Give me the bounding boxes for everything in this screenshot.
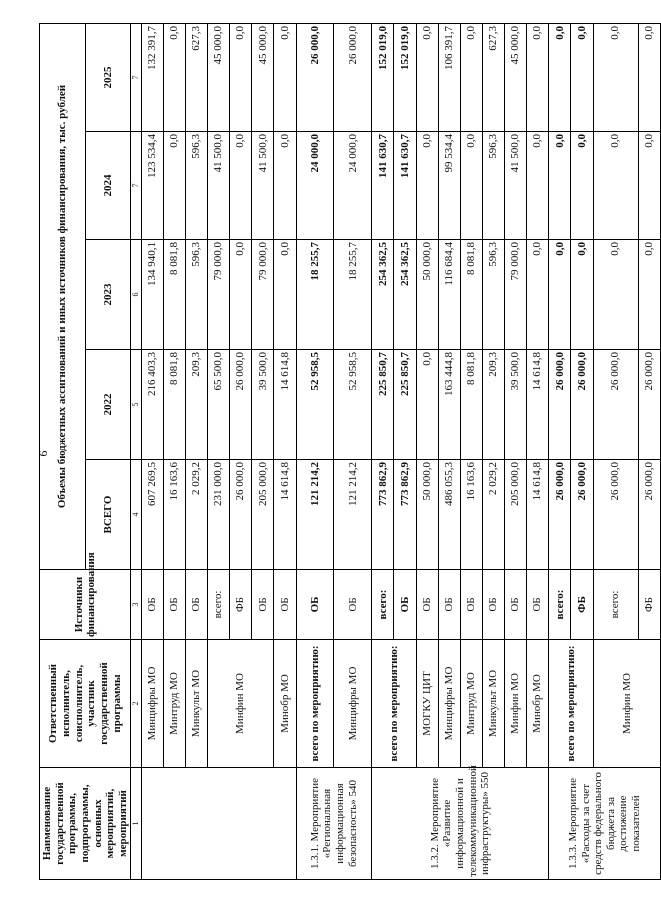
year-cell: 0,0 [549, 24, 571, 132]
source-cell: всего: [549, 570, 571, 640]
total-cell: 14 614,8 [274, 460, 296, 570]
year-cell: 0,0 [571, 240, 593, 350]
activity-name: 1.3.2. Мероприятие «Развитие информационной и телекоммуникационной инфраструктуры» 550 [372, 768, 549, 880]
executor-cell: Минцифры МО [438, 640, 460, 768]
total-cell: 16 163,6 [460, 460, 482, 570]
total-cell: 2 029,2 [482, 460, 504, 570]
table-row [141, 24, 163, 880]
year-cell: 0,0 [416, 350, 438, 460]
year-cell: 0,0 [460, 24, 482, 132]
year-cell: 123 534,4 [141, 132, 163, 240]
year-cell: 254 362,5 [394, 240, 416, 350]
year-cell: 0,0 [638, 24, 660, 132]
year-cell: 0,0 [230, 240, 252, 350]
table-row [185, 24, 207, 880]
header-name: Наименование государственной программы, подпрограммы, основных мероприятий, мероприятий [40, 768, 131, 880]
table-header [40, 24, 142, 880]
table-row [416, 24, 438, 880]
table-wrapper [39, 24, 656, 880]
table-row [593, 24, 638, 880]
column-number: 6 [131, 240, 141, 350]
year-cell: 596,3 [482, 132, 504, 240]
executor-cell: Минцифры МО [334, 640, 372, 768]
executor-cell: МОГКУ ЦИТ [416, 640, 438, 768]
total-cell: 121 214,2 [334, 460, 372, 570]
year-cell: 8 081,8 [460, 240, 482, 350]
total-cell: 26 000,0 [593, 460, 638, 570]
executor-cell: Минтруд МО [460, 640, 482, 768]
year-cell: 41 500,0 [208, 132, 230, 240]
year-cell: 0,0 [416, 24, 438, 132]
executor-cell: Минфин МО [505, 640, 527, 768]
year-cell: 26 000,0 [230, 350, 252, 460]
header-year: 2025 [85, 24, 131, 132]
year-cell: 39 500,0 [505, 350, 527, 460]
table-body [141, 24, 661, 880]
source-cell: всего: [372, 570, 394, 640]
header-source: Источники финансирования [40, 570, 131, 640]
year-cell: 596,3 [185, 240, 207, 350]
table-row [334, 24, 372, 880]
total-cell: 205 000,0 [252, 460, 274, 570]
source-cell: ОБ [252, 570, 274, 640]
total-cell: 205 000,0 [505, 460, 527, 570]
total-cell: 486 055,3 [438, 460, 460, 570]
year-cell: 0,0 [274, 24, 296, 132]
year-cell: 0,0 [593, 132, 638, 240]
year-cell: 596,3 [482, 240, 504, 350]
source-cell: ОБ [527, 570, 549, 640]
table-row [274, 24, 296, 880]
activity-name: 1.3.3. Мероприятие «Расходы за счет средств федерального бюджета за достижение показателей [549, 768, 661, 880]
column-number: 7 [131, 132, 141, 240]
activity-name: 1.3.1. Мероприятие «Региональная информационная безопасность» 540 [296, 768, 372, 880]
year-cell: 0,0 [460, 132, 482, 240]
year-cell: 24 000,0 [334, 132, 372, 240]
year-cell: 0,0 [527, 24, 549, 132]
year-cell: 26 000,0 [549, 350, 571, 460]
executor-cell: Минобр МО [527, 640, 549, 768]
year-cell: 39 500,0 [252, 350, 274, 460]
column-number: 7 [131, 24, 141, 132]
year-cell: 116 684,4 [438, 240, 460, 350]
year-cell: 0,0 [549, 240, 571, 350]
year-cell: 152 019,0 [394, 24, 416, 132]
column-number: 5 [131, 350, 141, 460]
year-cell: 0,0 [230, 24, 252, 132]
year-cell: 596,3 [185, 132, 207, 240]
executor-cell: Минфин МО [593, 640, 661, 768]
column-number: 2 [131, 640, 141, 768]
table-row [549, 24, 571, 880]
year-cell: 209,3 [482, 350, 504, 460]
year-cell: 627,3 [482, 24, 504, 132]
year-cell: 26 000,0 [638, 350, 660, 460]
column-number: 4 [131, 460, 141, 570]
financing-table [39, 23, 661, 880]
year-cell: 132 391,7 [141, 24, 163, 132]
table-row [372, 24, 394, 880]
total-cell: 26 000,0 [230, 460, 252, 570]
year-cell: 216 403,3 [141, 350, 163, 460]
source-cell: ОБ [334, 570, 372, 640]
year-cell: 65 500,0 [208, 350, 230, 460]
year-cell: 141 630,7 [372, 132, 394, 240]
header-year: 2024 [85, 132, 131, 240]
executor-cell: всего по мероприятию: [296, 640, 334, 768]
year-cell: 0,0 [549, 132, 571, 240]
year-cell: 106 391,7 [438, 24, 460, 132]
year-cell: 225 850,7 [394, 350, 416, 460]
table-row [163, 24, 185, 880]
activity-name [141, 768, 296, 880]
year-cell: 79 000,0 [505, 240, 527, 350]
total-cell: 26 000,0 [571, 460, 593, 570]
header-total: ВСЕГО [85, 460, 131, 570]
year-cell: 0,0 [163, 24, 185, 132]
page-number: 9 [36, 450, 51, 457]
executor-cell: Минцифры МО [141, 640, 163, 768]
table-row [438, 24, 460, 880]
header-executor: Ответственный исполнитель, соисполнитель, участник государственной программы [40, 640, 131, 768]
year-cell: 0,0 [571, 24, 593, 132]
total-cell: 16 163,6 [163, 460, 185, 570]
year-cell: 627,3 [185, 24, 207, 132]
executor-cell: Минкульт МО [185, 640, 207, 768]
source-cell: ФБ [230, 570, 252, 640]
year-cell: 152 019,0 [372, 24, 394, 132]
source-cell: ФБ [571, 570, 593, 640]
year-cell: 79 000,0 [252, 240, 274, 350]
executor-cell: Минтруд МО [163, 640, 185, 768]
source-cell: ОБ [141, 570, 163, 640]
year-cell: 0,0 [527, 240, 549, 350]
year-cell: 0,0 [416, 132, 438, 240]
column-number-row [131, 24, 141, 880]
year-cell: 18 255,7 [296, 240, 334, 350]
year-cell: 8 081,8 [163, 350, 185, 460]
year-cell: 0,0 [571, 132, 593, 240]
year-cell: 41 500,0 [505, 132, 527, 240]
year-cell: 134 940,1 [141, 240, 163, 350]
year-cell: 8 081,8 [163, 240, 185, 350]
total-cell: 231 000,0 [208, 460, 230, 570]
executor-cell: Минкульт МО [482, 640, 504, 768]
total-cell: 50 000,0 [416, 460, 438, 570]
executor-cell: Минфин МО [208, 640, 274, 768]
table-row [296, 24, 334, 880]
year-cell: 209,3 [185, 350, 207, 460]
source-cell: ФБ [638, 570, 660, 640]
source-cell: ОБ [416, 570, 438, 640]
total-cell: 14 614,8 [527, 460, 549, 570]
table-row [208, 24, 230, 880]
year-cell: 52 958,5 [334, 350, 372, 460]
year-cell: 79 000,0 [208, 240, 230, 350]
total-cell: 26 000,0 [549, 460, 571, 570]
source-cell: ОБ [296, 570, 334, 640]
year-cell: 14 614,8 [274, 350, 296, 460]
source-cell: ОБ [482, 570, 504, 640]
year-cell: 45 000,0 [505, 24, 527, 132]
total-cell: 26 000,0 [638, 460, 660, 570]
source-cell: ОБ [394, 570, 416, 640]
column-number: 3 [131, 570, 141, 640]
table-row [527, 24, 549, 880]
year-cell: 52 958,5 [296, 350, 334, 460]
year-cell: 0,0 [527, 132, 549, 240]
total-cell: 773 862,9 [372, 460, 394, 570]
year-cell: 45 000,0 [208, 24, 230, 132]
year-cell: 0,0 [593, 240, 638, 350]
year-cell: 0,0 [638, 240, 660, 350]
header-year: 2022 [85, 350, 131, 460]
source-cell: ОБ [438, 570, 460, 640]
table-row [460, 24, 482, 880]
total-cell: 2 029,2 [185, 460, 207, 570]
executor-cell: всего по мероприятию: [549, 640, 593, 768]
year-cell: 26 000,0 [296, 24, 334, 132]
source-cell: всего: [208, 570, 230, 640]
year-cell: 41 500,0 [252, 132, 274, 240]
year-cell: 0,0 [230, 132, 252, 240]
year-cell: 163 444,8 [438, 350, 460, 460]
executor-cell: Минобр МО [274, 640, 296, 768]
year-cell: 14 614,8 [527, 350, 549, 460]
header-year: 2023 [85, 240, 131, 350]
year-cell: 0,0 [638, 132, 660, 240]
source-cell: ОБ [505, 570, 527, 640]
table-row [482, 24, 504, 880]
year-cell: 0,0 [593, 24, 638, 132]
header-volumes: Объемы бюджетных ассигнований и иных источников финансирования, тыс. рублей [40, 24, 86, 570]
year-cell: 225 850,7 [372, 350, 394, 460]
year-cell: 0,0 [274, 132, 296, 240]
table-row [505, 24, 527, 880]
total-cell: 607 269,5 [141, 460, 163, 570]
year-cell: 26 000,0 [593, 350, 638, 460]
executor-cell: всего по мероприятию: [372, 640, 416, 768]
source-cell: ОБ [163, 570, 185, 640]
year-cell: 26 000,0 [334, 24, 372, 132]
column-number: 1 [131, 768, 141, 880]
year-cell: 24 000,0 [296, 132, 334, 240]
source-cell: ОБ [185, 570, 207, 640]
total-cell: 121 214,2 [296, 460, 334, 570]
year-cell: 141 630,7 [394, 132, 416, 240]
year-cell: 0,0 [274, 240, 296, 350]
year-cell: 18 255,7 [334, 240, 372, 350]
source-cell: всего: [593, 570, 638, 640]
year-cell: 50 000,0 [416, 240, 438, 350]
source-cell: ОБ [274, 570, 296, 640]
year-cell: 8 081,8 [460, 350, 482, 460]
source-cell: ОБ [460, 570, 482, 640]
total-cell: 773 862,9 [394, 460, 416, 570]
year-cell: 26 000,0 [571, 350, 593, 460]
year-cell: 45 000,0 [252, 24, 274, 132]
year-cell: 99 534,4 [438, 132, 460, 240]
year-cell: 0,0 [163, 132, 185, 240]
year-cell: 254 362,5 [372, 240, 394, 350]
